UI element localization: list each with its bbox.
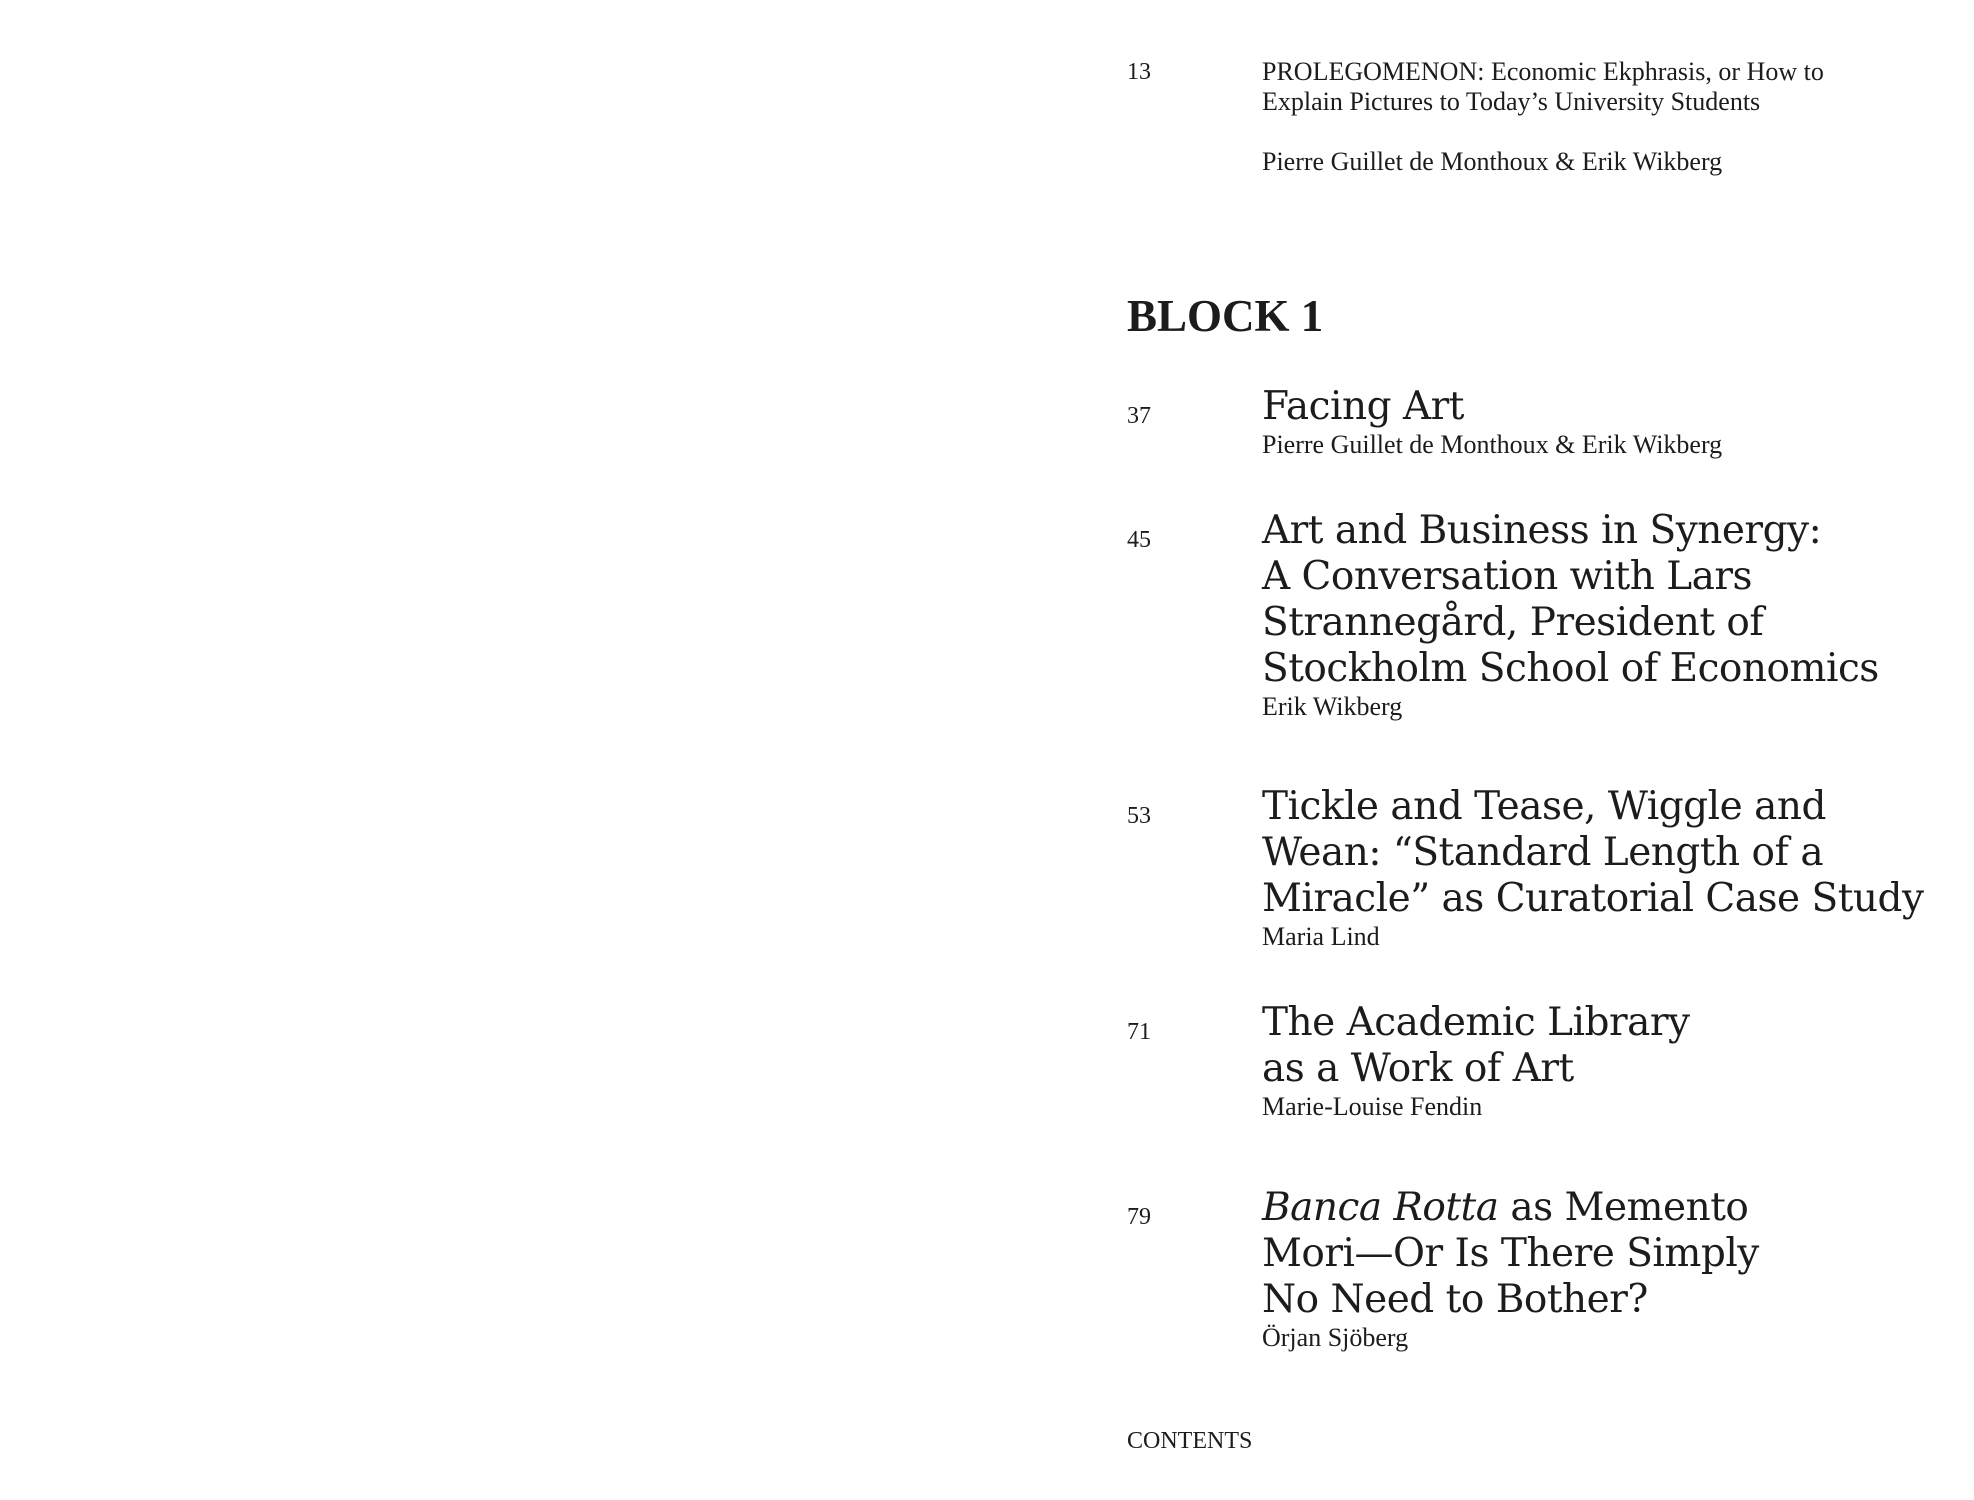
entry-title-italic: Banca Rotta [1262, 1185, 1499, 1230]
intro-title-line-2: Explain Pictures to Today’s University Students [1262, 87, 1761, 116]
toc-entry [1262, 1000, 1952, 1122]
entry-title: The Academic Library as a Work of Art [1262, 1000, 1690, 1091]
entry-page-number-intro: 13 [1127, 59, 1151, 85]
toc-entry [1262, 384, 1952, 460]
entry-author: Erik Wikberg [1262, 692, 1403, 721]
toc-entry [1262, 508, 1952, 722]
entry-title: Facing Art [1262, 384, 1464, 429]
entry-page-number: 45 [1127, 527, 1151, 553]
entry-author: Marie-Louise Fendin [1262, 1092, 1483, 1121]
entry-title: Art and Business in Synergy: A Conversation with Lars Strannegård, President of Stockholm School of Economics [1262, 508, 1879, 691]
entry-author: Maria Lind [1262, 922, 1380, 951]
entry-author: Pierre Guillet de Monthoux & Erik Wikberg [1262, 430, 1723, 459]
block-heading: BLOCK 1 [1127, 291, 1324, 341]
toc-entry [1262, 1185, 1952, 1353]
intro-author: Pierre Guillet de Monthoux & Erik Wikberg [1262, 147, 1723, 176]
toc-entry [1262, 784, 1952, 952]
entry-page-number: 37 [1127, 403, 1151, 429]
entry-page-number: 79 [1127, 1204, 1151, 1230]
entry-title: Tickle and Tease, Wiggle and Wean: “Standard Length of a Miracle” as Curatorial Case Study [1262, 784, 1924, 921]
entry-title-rest: as Memento Mori—Or Is There Simply No Need to Bother? [1262, 1185, 1759, 1322]
entry-page-number: 71 [1127, 1019, 1151, 1045]
entry-page-number: 53 [1127, 803, 1151, 829]
entry-author: Örjan Sjöberg [1262, 1323, 1409, 1352]
intro-title-line-1: PROLEGOMENON: Economic Ekphrasis, or How to [1262, 57, 1824, 86]
intro-entry [1262, 57, 1952, 177]
running-footer: CONTENTS [1127, 1428, 1253, 1454]
entry-title [1262, 1185, 1952, 1323]
